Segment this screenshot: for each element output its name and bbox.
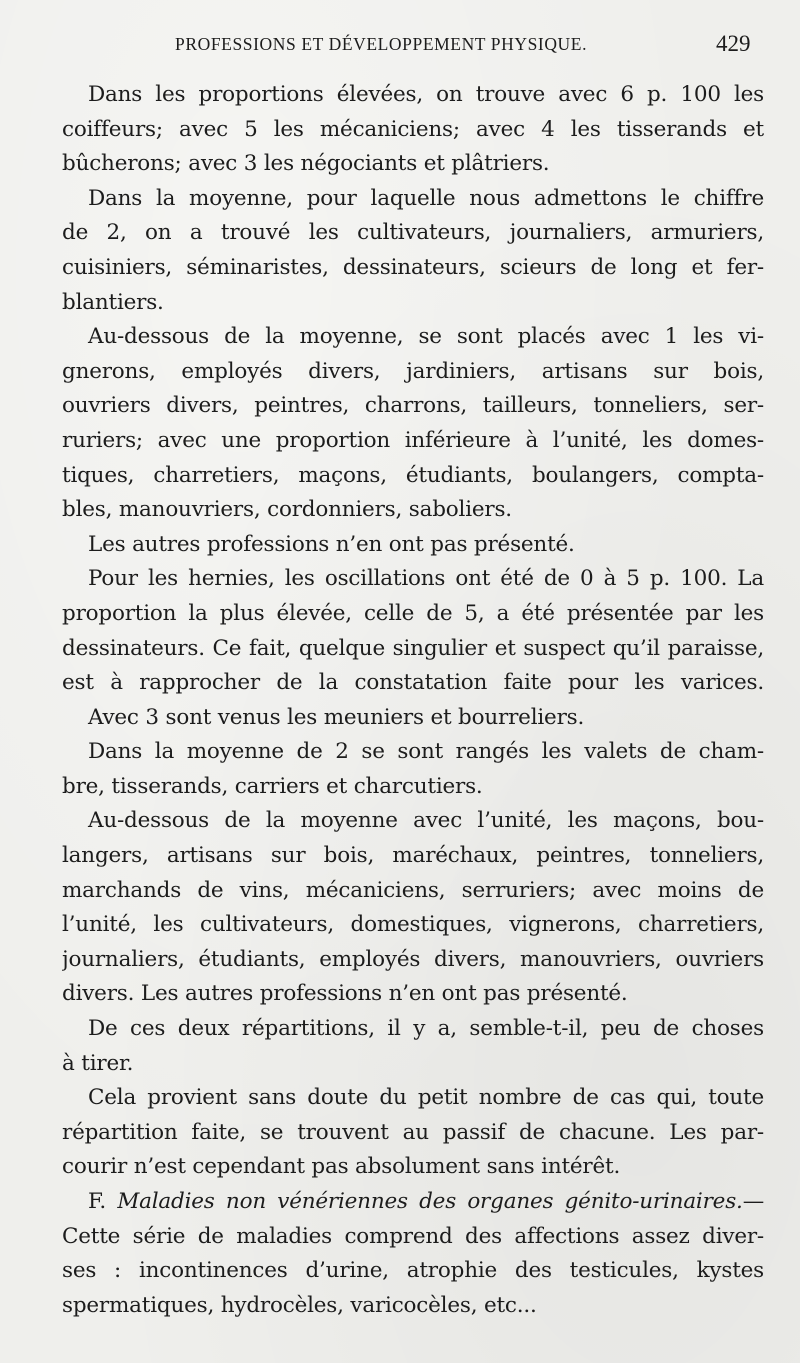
body-text [62,78,764,1323]
text-line: Au-dessous de la moyenne avec l’unité, les maçons, bou- [88,808,764,834]
text-line: marchands de vins, mécaniciens, serruriers; avec moins de [62,877,764,903]
page-number: 429 [716,31,751,56]
text-line: Avec 3 sont venus les meuniers et bourreliers. [88,704,585,730]
text-line: bles, manouvriers, cordonniers, saboliers. [62,497,512,523]
text-line: proportion la plus élevée, celle de 5, a été présentée par les [62,600,764,626]
section-label: F. [88,1189,107,1214]
text-line: Cette série de maladies comprend des affections assez diver- [62,1223,764,1249]
text-line: l’unité, les cultivateurs, domestiques, vignerons, charretiers, [62,912,764,938]
text-line: langers, artisans sur bois, maréchaux, peintres, tonneliers, [62,843,764,869]
running-title: PROFESSIONS ET DÉVELOPPEMENT PHYSIQUE. [175,34,588,54]
text-line: est à rapprocher de la constatation faite pour les varices. [62,670,764,696]
text-line: De ces deux répartitions, il y a, semble-t-il, peu de choses [88,1016,764,1042]
section-dash: — [742,1189,764,1214]
text-line: Dans la moyenne, pour laquelle nous admettons le chiffre [88,185,764,211]
text-line: gnerons, employés divers, jardiniers, artisans sur bois, [62,358,764,384]
text-line: à tirer. [62,1050,134,1076]
text-line: Les autres professions n’en ont pas présenté. [88,531,575,557]
text-line: Cela provient sans doute du petit nombre de cas qui, toute [88,1085,764,1111]
text-line: ouvriers divers, peintres, charrons, tailleurs, tonneliers, ser- [62,393,764,419]
text-line: ruriers; avec une proportion inférieure à l’unité, les domes- [62,427,764,453]
text-line: Au-dessous de la moyenne, se sont placés avec 1 les vi- [88,324,764,350]
text-line: courir n’est cependant pas absolument sans intérêt. [62,1154,621,1180]
text-line: Pour les hernies, les oscillations ont été de 0 à 5 p. 100. La [88,566,764,592]
text-line: blantiers. [62,289,164,315]
text-line: spermatiques, hydrocèles, varicocèles, etc... [62,1292,537,1318]
text-line: divers. Les autres professions n’en ont pas présenté. [62,981,628,1007]
text-line: tiques, charretiers, maçons, étudiants, boulangers, compta- [62,462,764,488]
text-line: cuisiniers, séminaristes, dessinateurs, scieurs de long et fer- [62,254,764,280]
section-title: Maladies non vénériennes des organes génito-urinaires. [117,1189,743,1214]
text-line: journaliers, étudiants, employés divers, manouvriers, ouvriers [62,946,764,972]
text-line: bre, tisserands, carriers et charcutiers. [62,773,483,799]
text-line: coiffeurs; avec 5 les mécaniciens; avec 4 les tisserands et [62,116,764,142]
text-line: de 2, on a trouvé les cultivateurs, journaliers, armuriers, [62,220,764,246]
text-line: bûcherons; avec 3 les négociants et plâtriers. [62,151,550,177]
text-line: Dans la moyenne de 2 se sont rangés les valets de cham- [88,739,764,765]
text-line: ses : incontinences d’urine, atrophie des testicules, kystes [62,1258,764,1284]
text-line: dessinateurs. Ce fait, quelque singulier et suspect qu’il paraisse, [62,635,764,661]
text-line: Dans les proportions élevées, on trouve avec 6 p. 100 les [88,82,764,107]
running-header [0,31,800,64]
section-heading-line [62,1185,764,1220]
text-line: répartition faite, se trouvent au passif de chacune. Les par- [62,1119,764,1145]
